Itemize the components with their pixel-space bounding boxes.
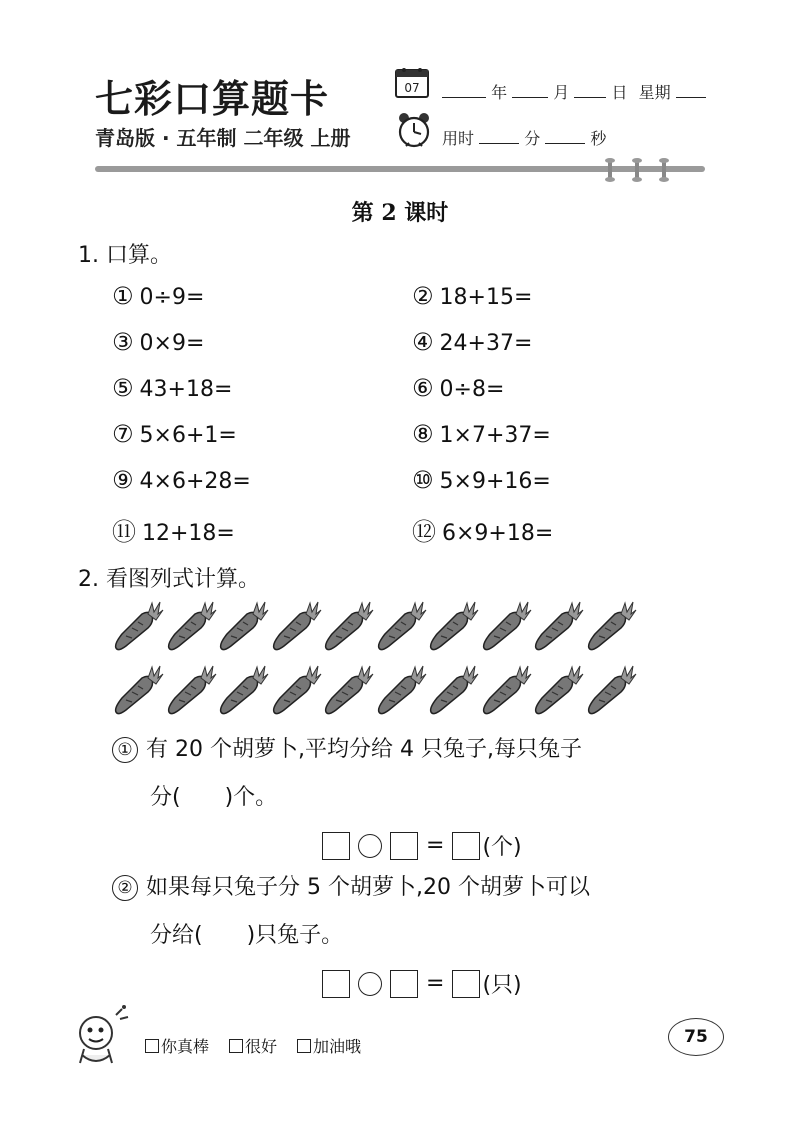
carrot-icon	[165, 664, 217, 716]
math-item	[112, 282, 204, 310]
math-item	[112, 420, 237, 448]
answer-box[interactable]	[322, 970, 350, 998]
carrot-icon	[322, 664, 374, 716]
answer-box[interactable]	[452, 970, 480, 998]
equals-sign: =	[426, 833, 445, 858]
item-number: ④	[412, 328, 434, 356]
lesson-title: 第 2 课时	[351, 200, 449, 226]
day-label: 日	[611, 83, 628, 102]
operator-circle[interactable]	[358, 834, 382, 858]
math-item	[412, 512, 553, 547]
item-expression: 0×9=	[139, 331, 205, 356]
minute-label: 分	[524, 129, 541, 148]
subquestion-1-formula	[322, 830, 522, 861]
clock-icon	[396, 112, 432, 148]
subquestion-1-line2[interactable]: 分( )个。	[150, 785, 278, 810]
carrot-icon	[112, 600, 164, 652]
rating-option[interactable]: 你真棒	[145, 1034, 209, 1057]
calendar-icon	[395, 66, 429, 98]
item-expression: 1×7+37=	[439, 423, 551, 448]
item-number: ⑨	[112, 466, 134, 494]
item-expression: 43+18=	[139, 377, 233, 402]
carrot-icon	[585, 600, 637, 652]
item-number: ③	[112, 328, 134, 356]
math-item	[412, 466, 551, 494]
mascot-icon	[70, 1003, 132, 1067]
subquestion-2-line2[interactable]: 分给( )只兔子。	[150, 923, 344, 948]
item-number: ⑫	[412, 518, 436, 546]
carrot-icon	[217, 664, 269, 716]
carrot-icon	[427, 600, 479, 652]
page-number: 75	[668, 1018, 724, 1056]
subquestion-2-formula	[322, 968, 522, 999]
answer-box[interactable]	[390, 832, 418, 860]
carrot-icon	[480, 664, 532, 716]
item-number: ⑩	[412, 466, 434, 494]
math-item	[112, 328, 204, 356]
question-1-title: 1. 口算。	[78, 243, 172, 268]
equals-sign: =	[426, 971, 445, 996]
brand-title: 七彩口算题卡	[95, 76, 330, 121]
carrot-icon	[480, 600, 532, 652]
time-used-label: 用时	[442, 129, 475, 148]
unit-label: (只)	[482, 973, 522, 998]
answer-box[interactable]	[390, 970, 418, 998]
question-2-title: 2. 看图列式计算。	[78, 567, 260, 592]
weekday-label: 星期	[638, 83, 671, 102]
calendar-date: 07	[404, 81, 420, 95]
item-expression: 5×6+1=	[139, 423, 237, 448]
time-fields	[442, 126, 606, 149]
carrot-icon	[322, 600, 374, 652]
item-number: ⑥	[412, 374, 434, 402]
item-number: ⑦	[112, 420, 134, 448]
checkbox[interactable]	[229, 1039, 243, 1053]
math-item	[412, 282, 532, 310]
month-label: 月	[553, 83, 570, 102]
carrot-row	[112, 600, 637, 652]
item-expression: 4×6+28=	[139, 469, 251, 494]
subquestion-1-number: ①	[112, 737, 138, 763]
carrot-row	[112, 664, 637, 716]
item-number: ⑧	[412, 420, 434, 448]
carrot-icon	[375, 600, 427, 652]
subquestion-2	[112, 864, 590, 912]
item-expression: 0÷9=	[139, 285, 205, 310]
carrot-icon	[532, 664, 584, 716]
item-expression: 5×9+16=	[439, 469, 551, 494]
carrot-icon	[532, 600, 584, 652]
math-item	[412, 420, 551, 448]
divider-pin	[662, 160, 666, 180]
carrot-icon	[270, 600, 322, 652]
answer-box[interactable]	[452, 832, 480, 860]
subquestion-2-number: ②	[112, 875, 138, 901]
item-number: ⑪	[112, 518, 136, 546]
date-fields	[442, 80, 706, 103]
divider-pin	[608, 160, 612, 180]
item-expression: 12+18=	[142, 521, 235, 546]
carrot-icon	[270, 664, 322, 716]
subquestion-2-text-line1: 如果每只兔子分 5 个胡萝卜,20 个胡萝卜可以	[146, 875, 590, 900]
checkbox[interactable]	[297, 1039, 311, 1053]
item-number: ②	[412, 282, 434, 310]
year-label: 年	[491, 83, 508, 102]
carrot-icon	[585, 664, 637, 716]
rating-option[interactable]: 加油哦	[297, 1034, 361, 1057]
math-item	[412, 374, 504, 402]
carrot-icon	[375, 664, 427, 716]
carrot-icon	[112, 664, 164, 716]
carrot-icon	[165, 600, 217, 652]
item-expression: 6×9+18=	[442, 521, 554, 546]
math-item	[112, 512, 235, 547]
subquestion-1	[112, 726, 582, 774]
math-item	[112, 466, 251, 494]
rating-option[interactable]: 很好	[229, 1034, 277, 1057]
subquestion-1-text-line1: 有 20 个胡萝卜,平均分给 4 只兔子,每只兔子	[146, 737, 582, 762]
math-item	[112, 374, 232, 402]
item-number: ⑤	[112, 374, 134, 402]
second-label: 秒	[590, 129, 607, 148]
self-rating	[145, 1034, 361, 1057]
unit-label: (个)	[482, 835, 522, 860]
divider-pin	[635, 160, 639, 180]
item-number: ①	[112, 282, 134, 310]
checkbox[interactable]	[145, 1039, 159, 1053]
item-expression: 18+15=	[439, 285, 533, 310]
answer-box[interactable]	[322, 832, 350, 860]
math-item	[412, 328, 532, 356]
header-divider	[95, 166, 705, 172]
item-expression: 0÷8=	[439, 377, 505, 402]
carrot-icon	[427, 664, 479, 716]
carrot-icon	[217, 600, 269, 652]
edition-subtitle: 青岛版 · 五年制 二年级 上册	[95, 126, 351, 150]
item-expression: 24+37=	[439, 331, 533, 356]
operator-circle[interactable]	[358, 972, 382, 996]
